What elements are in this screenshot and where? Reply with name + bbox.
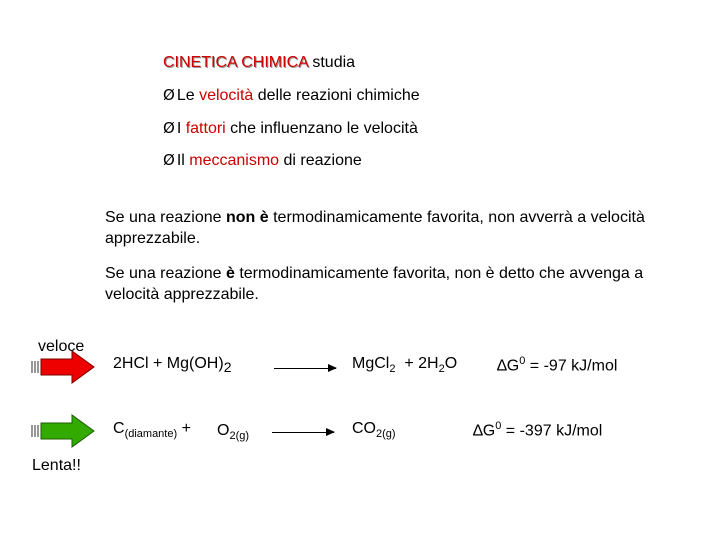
reaction2-reactant2: $O_{2(g)}$ [217, 422, 250, 443]
bullet-fattori: Ø I fattori che influenzano le velocità [163, 119, 418, 137]
fast-arrow-icon [30, 349, 96, 385]
slide-title [163, 54, 355, 72]
title-highlight: CINETICA CHIMICA [163, 54, 308, 71]
label-lenta: Lenta!! [32, 457, 81, 474]
bullet-velocita: Ø Le velocità delle reazioni chimiche [163, 86, 420, 104]
reaction2-arrow [272, 432, 334, 433]
paragraph-favorita: Se una reazione è termodinamicamente favorita, non è detto che avvenga a velocità apprezzabile. [105, 265, 644, 303]
reaction1-delta-g: $\Delta G^0 = -97$ kJ/mol [497, 355, 618, 375]
bullet-arrow-icon: Ø [163, 151, 175, 169]
reaction1-reactants: $2HCl + Mg(OH)_2$ [113, 355, 232, 376]
reaction2-delta-g: $\Delta G^0 = -397$ kJ/mol [473, 420, 603, 440]
bullet-arrow-icon: Ø [163, 86, 175, 104]
reaction2-product: $CO_{2(g)}$ [352, 420, 396, 441]
bullet-meccanismo: Ø Il meccanismo di reazione [163, 151, 362, 169]
label-veloce: veloce [38, 338, 85, 355]
title-rest: studia [307, 54, 356, 71]
reaction1-arrow [274, 368, 336, 369]
reaction2-reactant1: $C_{(diamante)}$ + [113, 420, 191, 441]
reaction1-products: MgCl$_2$ + $2H_2O$ [352, 355, 458, 376]
paragraph-non-favorita: Se una reazione non è termodinamicamente favorita, non avverrà a velocità apprezzabile. [105, 209, 645, 247]
bullet-arrow-icon: Ø [163, 119, 175, 137]
slow-arrow-icon [30, 413, 96, 449]
